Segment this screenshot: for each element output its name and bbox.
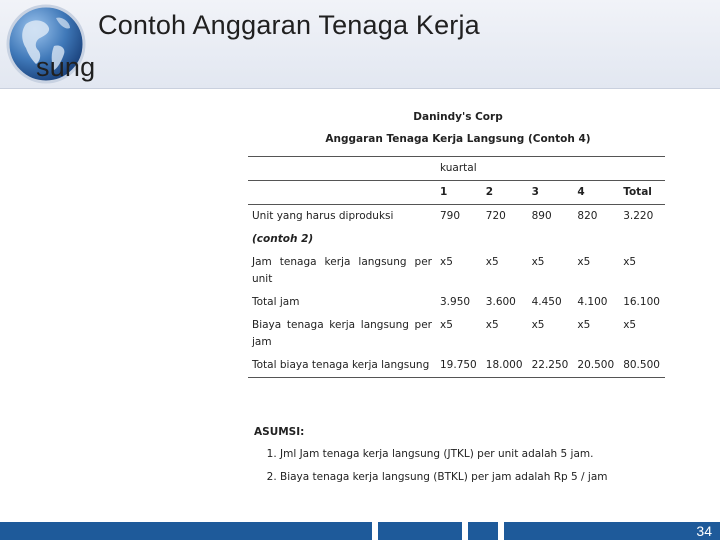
table-cell: 890 [531,210,552,222]
table-cell: 16.100 [623,296,660,308]
table-cell: 720 [485,210,506,222]
assumptions-list [254,448,674,483]
table-cell: x5 [623,256,637,268]
column-header: 1 [436,181,482,205]
budget-document [248,104,668,378]
group-header-kuartal: kuartal [436,157,665,181]
footer-bar-segment [468,522,498,540]
row-label: Biaya tenaga kerja langsung per jam [252,319,432,348]
assumption-item: 2. Biaya tenaga kerja langsung (BTKL) per jam adalah Rp 5 / jam [280,471,674,483]
table-cell: 820 [577,210,598,222]
footer-bar-segment [0,522,372,540]
footer-bar-segment [504,522,720,540]
page-number: 34 [696,523,712,539]
table-cell: x5 [531,319,545,331]
table-cell: x5 [577,319,591,331]
table-cell: 20.500 [577,359,615,371]
assumptions-heading: ASUMSI: [254,426,305,438]
table-cell: x5 [623,319,637,331]
table-cell: x5 [531,256,545,268]
column-header: 2 [482,181,528,205]
table-row [248,291,665,314]
table-cell: x5 [577,256,591,268]
row-label: Unit yang harus diproduksi [252,210,394,222]
column-header: 3 [528,181,574,205]
table-subtitle: Anggaran Tenaga Kerja Langsung (Contoh 4) [325,133,591,145]
table-cell: 3.600 [485,296,516,308]
labor-budget-table [248,156,665,378]
table-row [248,228,665,251]
table-cell: x5 [485,256,499,268]
table-cell [436,228,482,251]
table-group-header-row [248,157,665,181]
row-label: (contoh 2) [252,233,314,245]
title-line-1: Contoh Anggaran Tenaga Kerja [98,10,480,40]
slide-title [36,4,676,88]
assumptions-section [254,426,674,494]
table-cell: 4.100 [577,296,608,308]
table-row [248,251,665,291]
table-row [248,205,665,229]
footer-bar-segment [378,522,462,540]
table-cell: x5 [440,319,453,331]
table-column-header-row [248,181,665,205]
column-header: Total [619,181,665,205]
table-cell: 3.220 [623,210,654,222]
table-cell: 790 [440,210,461,222]
table-cell: 3.950 [440,296,471,308]
table-cell: 22.250 [531,359,569,371]
column-header: 4 [573,181,619,205]
table-cell [482,228,528,251]
table-cell: 18.000 [485,359,523,371]
row-label: Total jam [252,296,300,308]
row-label: Jam tenaga kerja langsung per unit [252,256,432,285]
assumption-item: 1. Jml Jam tenaga kerja langsung (JTKL) per unit adalah 5 jam. [280,448,674,460]
slide-footer [0,522,720,540]
table-cell: x5 [440,256,453,268]
title-line-2: sung [36,52,96,82]
table-cell: x5 [485,319,499,331]
table-cell [619,228,665,251]
table-cell: 19.750 [440,359,477,371]
table-cell: 80.500 [623,359,660,371]
table-cell [573,228,619,251]
slide-header [0,0,720,89]
table-cell: 4.450 [531,296,562,308]
table-cell [528,228,574,251]
table-row [248,354,665,378]
row-label: Total biaya tenaga kerja langsung [252,359,430,371]
table-row [248,314,665,354]
company-name: Danindy's Corp [413,111,503,123]
